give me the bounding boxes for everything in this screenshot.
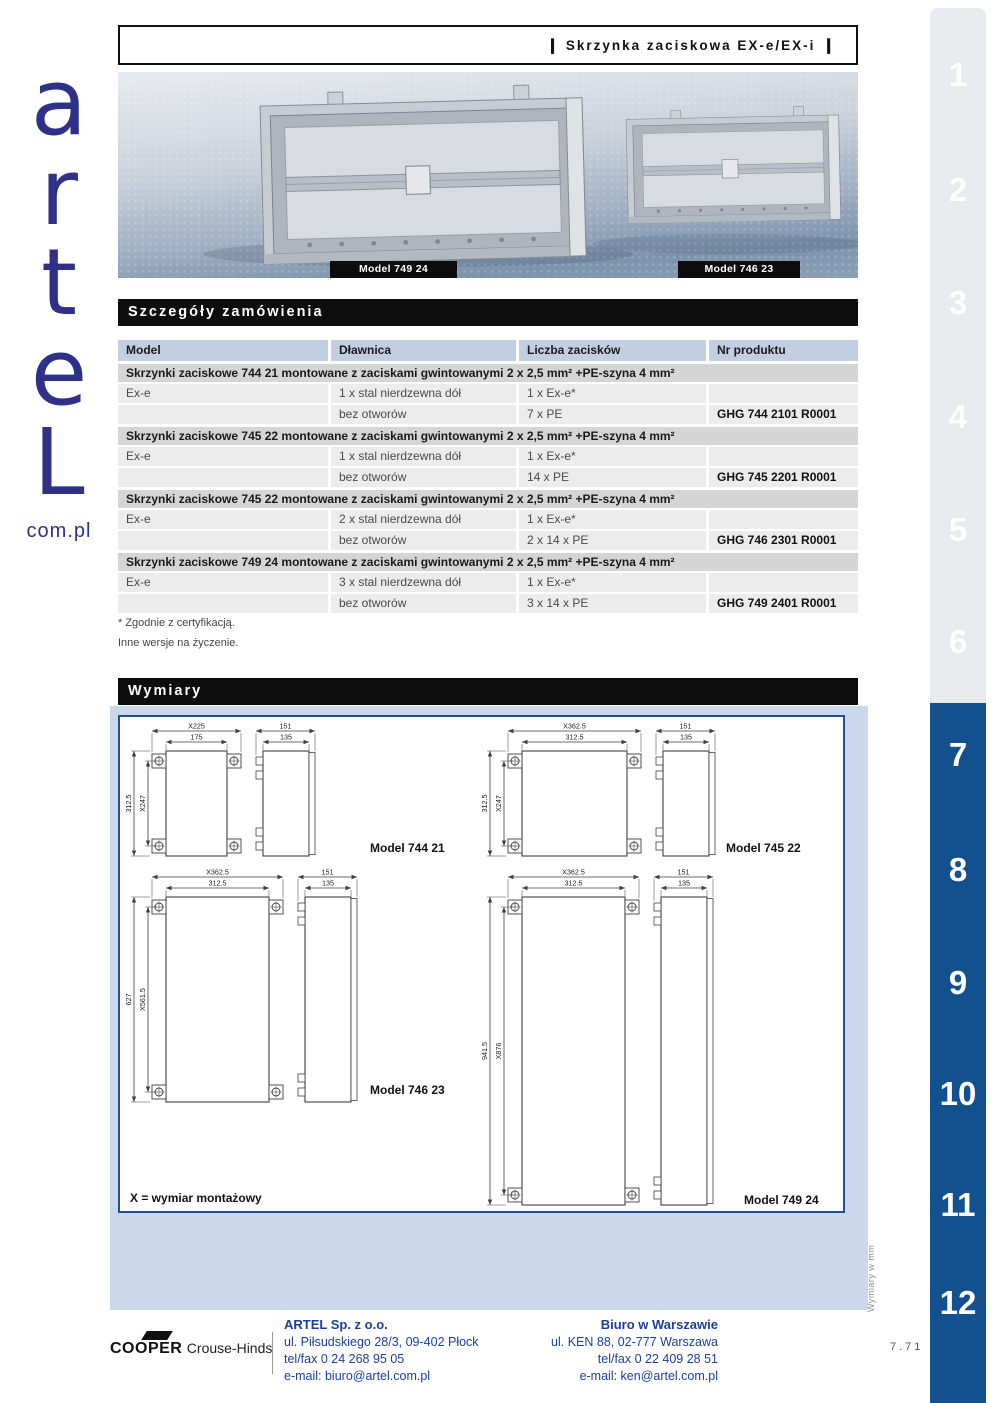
- logo-domain: com.pl: [26, 520, 92, 542]
- section-tab-5[interactable]: 5: [948, 511, 968, 548]
- page-number: 7.71: [890, 1341, 924, 1353]
- product-number-cell: [709, 573, 858, 592]
- section-tab-2[interactable]: 2: [948, 171, 968, 208]
- artel-logo: [12, 49, 106, 543]
- units-note: Wymiary w mm: [866, 1244, 876, 1312]
- cooper-flag-icon: [141, 1331, 173, 1340]
- table-cell: 1 x Ex-e*: [519, 384, 706, 403]
- table-section-title: Skrzynki zaciskowe 745 22 montowane z zaciskami gwintowanymi 2 x 2,5 mm² +PE-szyna 4 mm²: [118, 490, 858, 508]
- company-phone: tel/fax 0 24 268 95 05: [284, 1352, 405, 1366]
- table-cell: [118, 531, 328, 550]
- product-number-cell: GHG 745 2201 R0001: [709, 468, 858, 487]
- col-header-model: Model: [118, 340, 328, 361]
- table-row: [118, 468, 858, 487]
- product-number-cell: [709, 447, 858, 466]
- product-number-cell: GHG 744 2101 R0001: [709, 405, 858, 424]
- page-title: Skrzynka zaciskowa EX-e/EX-i: [565, 37, 816, 53]
- title-bar-glyph: ❙: [546, 37, 559, 54]
- table-row: [118, 510, 858, 529]
- cooper-crouse-hinds-logo: [110, 1340, 278, 1358]
- product-number-cell: [709, 384, 858, 403]
- table-body: [118, 364, 858, 613]
- drawing-749-24: [478, 867, 723, 1220]
- product-photo-illustration: [118, 72, 858, 278]
- table-cell: [118, 594, 328, 613]
- table-row: [118, 594, 858, 613]
- section-tab-7[interactable]: 7: [948, 736, 968, 773]
- table-section-title: Skrzynki zaciskowe 744 21 montowane z zaciskami gwintowanymi 2 x 2,5 mm² +PE-szyna 4 mm²: [118, 364, 858, 382]
- drawing-744-21: [122, 721, 325, 871]
- table-cell: 1 x Ex-e*: [519, 447, 706, 466]
- table-cell: 2 x stal nierdzewna dół: [331, 510, 516, 529]
- svg-text:312.5: 312.5: [565, 732, 584, 742]
- table-cell: 3 x 14 x PE: [519, 594, 706, 613]
- drawing-label-746-23: Model 746 23: [370, 1083, 445, 1097]
- table-cell: 1 x stal nierdzewna dół: [331, 384, 516, 403]
- svg-text:627: 627: [124, 993, 133, 1006]
- svg-text:135: 135: [678, 878, 690, 888]
- svg-text:X362.5: X362.5: [563, 721, 586, 731]
- section-tab-1[interactable]: 1: [948, 56, 968, 93]
- dimensions-section-header: Wymiary: [118, 678, 858, 705]
- section-tab-8[interactable]: 8: [948, 851, 968, 888]
- table-cell: 3 x stal nierdzewna dół: [331, 573, 516, 592]
- table-cell: bez otworów: [331, 468, 516, 487]
- order-section-header: Szczegóły zamówienia: [118, 299, 858, 326]
- svg-text:X561.5: X561.5: [138, 988, 147, 1011]
- table-cell: Ex-e: [118, 573, 328, 592]
- product-photo: [118, 72, 858, 278]
- table-row: [118, 531, 858, 550]
- photo-caption-749-24: Model 749 24: [330, 261, 457, 278]
- svg-text:312.5: 312.5: [564, 878, 583, 888]
- section-tab-6[interactable]: 6: [948, 623, 968, 660]
- order-table: [118, 340, 858, 613]
- company-address-block: [284, 1316, 504, 1385]
- footnote-versions: Inne wersje na życzenie.: [118, 637, 239, 649]
- dimensions-panel: [118, 715, 845, 1213]
- title-bar-glyph: ❙: [822, 37, 835, 54]
- table-cell: Ex-e: [118, 447, 328, 466]
- section-tab-3[interactable]: 3: [948, 284, 968, 321]
- svg-text:X247: X247: [494, 795, 503, 812]
- product-number-cell: [709, 510, 858, 529]
- svg-text:135: 135: [680, 732, 692, 742]
- col-header-dlawnica: Dławnica: [331, 340, 516, 361]
- table-cell: 1 x Ex-e*: [519, 573, 706, 592]
- svg-text:151: 151: [677, 867, 690, 877]
- section-tab-11[interactable]: 11: [940, 1186, 976, 1223]
- table-cell: [118, 405, 328, 424]
- table-cell: Ex-e: [118, 510, 328, 529]
- table-row: [118, 384, 858, 403]
- page-title-box: [118, 25, 858, 65]
- svg-text:312.5: 312.5: [480, 794, 489, 813]
- product-number-cell: GHG 749 2401 R0001: [709, 594, 858, 613]
- mounting-dimension-note: X = wymiar montażowy: [130, 1191, 262, 1205]
- office-phone: tel/fax 0 22 409 28 51: [597, 1352, 718, 1366]
- drawing-746-23: [122, 867, 367, 1117]
- logo-letter: r: [40, 139, 78, 246]
- col-header-liczba: Liczba zacisków: [519, 340, 706, 361]
- svg-text:135: 135: [280, 732, 292, 742]
- table-cell: bez otworów: [331, 405, 516, 424]
- table-header-row: [118, 340, 858, 361]
- drawing-745-22: [478, 721, 725, 871]
- svg-text:X247: X247: [138, 795, 147, 812]
- company-email: e-mail: biuro@artel.com.pl: [284, 1369, 431, 1383]
- tab-rail-upper: [930, 8, 986, 706]
- office-address-block: [480, 1316, 718, 1385]
- office-email: e-mail: ken@artel.com.pl: [579, 1369, 718, 1383]
- svg-text:151: 151: [279, 721, 292, 731]
- company-address: ul. Piłsudskiego 28/3, 09-402 Płock: [284, 1335, 479, 1349]
- svg-text:X362.5: X362.5: [206, 867, 229, 877]
- svg-text:312.5: 312.5: [124, 794, 133, 813]
- crouse-hinds-wordmark: Crouse-Hinds: [186, 1340, 273, 1356]
- section-tab-10[interactable]: 10: [939, 1075, 977, 1112]
- svg-text:175: 175: [190, 732, 203, 742]
- drawing-label-749-24: Model 749 24: [744, 1193, 819, 1207]
- table-section-title: Skrzynki zaciskowe 749 24 montowane z zaciskami gwintowanymi 2 x 2,5 mm² +PE-szyna 4 mm²: [118, 553, 858, 571]
- table-cell: bez otworów: [331, 594, 516, 613]
- office-name: Biuro w Warszawie: [600, 1317, 718, 1332]
- table-cell: 1 x Ex-e*: [519, 510, 706, 529]
- table-row: [118, 573, 858, 592]
- section-tab-9[interactable]: 9: [948, 964, 968, 1001]
- svg-text:X225: X225: [188, 721, 205, 731]
- logo-letter: e: [30, 319, 88, 426]
- footer-divider: [272, 1332, 273, 1374]
- svg-text:X876: X876: [494, 1042, 503, 1060]
- svg-text:151: 151: [679, 721, 692, 731]
- drawing-label-745-22: Model 745 22: [726, 841, 801, 855]
- table-cell: 14 x PE: [519, 468, 706, 487]
- drawing-label-744-21: Model 744 21: [370, 841, 445, 855]
- table-section-title: Skrzynki zaciskowe 745 22 montowane z zaciskami gwintowanymi 2 x 2,5 mm² +PE-szyna 4 mm²: [118, 427, 858, 445]
- table-cell: 7 x PE: [519, 405, 706, 424]
- svg-text:151: 151: [321, 867, 334, 877]
- section-tab-12[interactable]: 12: [939, 1284, 977, 1321]
- table-row: [118, 405, 858, 424]
- logo-letter: a: [30, 49, 88, 156]
- svg-text:941.5: 941.5: [480, 1042, 489, 1060]
- table-cell: [118, 468, 328, 487]
- footnote-certification: * Zgodnie z certyfikacją.: [118, 617, 235, 629]
- table-row: [118, 447, 858, 466]
- table-cell: 2 x 14 x PE: [519, 531, 706, 550]
- svg-text:135: 135: [322, 878, 334, 888]
- office-address: ul. KEN 88, 02-777 Warszawa: [551, 1335, 718, 1349]
- table-cell: bez otworów: [331, 531, 516, 550]
- photo-caption-746-23: Model 746 23: [678, 261, 800, 278]
- cooper-wordmark: COOPER: [110, 1340, 183, 1357]
- col-header-nr: Nr produktu: [709, 340, 858, 361]
- svg-text:312.5: 312.5: [208, 878, 227, 888]
- logo-letter: L: [33, 409, 85, 516]
- section-tab-4[interactable]: 4: [948, 398, 968, 435]
- product-number-cell: GHG 746 2301 R0001: [709, 531, 858, 550]
- company-name: ARTEL Sp. z o.o.: [284, 1317, 388, 1332]
- svg-text:X362.5: X362.5: [562, 867, 585, 877]
- table-cell: Ex-e: [118, 384, 328, 403]
- logo-letter: t: [40, 229, 78, 336]
- table-cell: 1 x stal nierdzewna dół: [331, 447, 516, 466]
